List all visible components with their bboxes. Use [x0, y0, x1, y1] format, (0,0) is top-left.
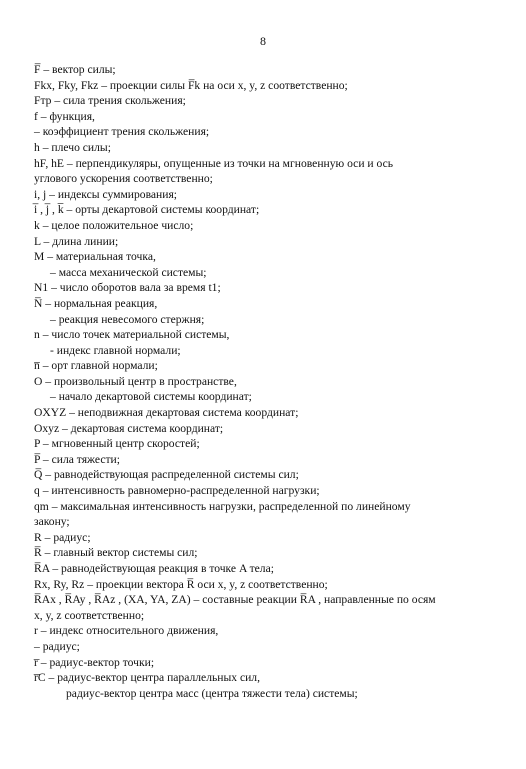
notation-line: Fkx, Fky, Fkz – проекции силы F̅k на оси x, y, z соответственно;: [34, 78, 348, 92]
notation-line: qm – максимальная интенсивность нагрузки, распределенной по линейному: [34, 499, 411, 513]
notation-line: k – целое положительное число;: [34, 218, 194, 232]
notation-line: R̅Ax , R̅Ay , R̅Az , (XA, YA, ZA) – составные реакции R̅A , направленные по осям: [34, 593, 436, 607]
notation-line: h – плечо силы;: [34, 140, 111, 154]
notation-line: OXYZ – неподвижная декартовая система координат;: [34, 406, 299, 420]
notation-line: P – мгновенный центр скоростей;: [34, 437, 200, 451]
notation-line: радиус-вектор центра масс (центра тяжести тела) системы;: [66, 686, 358, 700]
notation-line: P̅ – сила тяжести;: [34, 452, 120, 466]
notation-line: n – число точек материальной системы,: [34, 328, 230, 342]
notation-line: Oxyz – декартовая система координат;: [34, 421, 224, 435]
notation-line: hF, hE – перпендикуляры, опущенные из точки на мгновенную оси и ось: [34, 156, 394, 170]
notation-line: q – интенсивность равномерно-распределенной нагрузки;: [34, 484, 320, 498]
notation-line: – коэффициент трения скольжения;: [34, 125, 210, 139]
notation-line: закону;: [34, 515, 70, 529]
notation-line: – начало декартовой системы координат;: [50, 390, 252, 404]
notation-line: x, y, z соответственно;: [34, 608, 145, 622]
notation-line: – масса механической системы;: [50, 265, 207, 279]
notation-line: N1 – число оборотов вала за время t1;: [34, 281, 221, 295]
notation-line: O – произвольный центр в пространстве,: [34, 374, 237, 388]
notation-line: M – материальная точка,: [34, 250, 156, 264]
notation-line: R̅A – равнодействующая реакция в точке A тела;: [34, 562, 274, 575]
page-number: 8: [260, 34, 266, 48]
notation-line: r̅ – радиус-вектор точки;: [34, 655, 155, 669]
notation-line: углового ускорения соответственно;: [34, 172, 213, 186]
notation-line: r – индекс относительного движения,: [34, 624, 219, 638]
notation-line: – радиус;: [34, 639, 80, 653]
notation-line: Rx, Ry, Rz – проекции вектора R̅ оси x, y, z соответственно;: [34, 577, 328, 591]
notation-line: F̅ – вектор силы;: [34, 63, 116, 76]
notation-line: R – радиус;: [34, 530, 91, 544]
notation-line: Q̅ – равнодействующая распределенной системы сил;: [34, 468, 299, 482]
notation-list: [34, 62, 494, 701]
notation-line: - индекс главной нормали;: [50, 343, 181, 357]
notation-line: N̅ – нормальная реакция,: [34, 296, 158, 310]
notation-line: L – длина линии;: [34, 234, 119, 248]
notation-line: f – функция,: [34, 109, 95, 123]
notation-line: i, j – индексы суммирования;: [34, 187, 178, 201]
notation-line: Fтр – сила трения скольжения;: [34, 94, 186, 108]
notation-line: n̅ – орт главной нормали;: [34, 359, 158, 373]
notation-line: i̅ , j̅ , k̅ – орты декартовой системы координат;: [34, 203, 260, 217]
notation-line: R̅ – главный вектор системы сил;: [34, 546, 198, 560]
notation-line: r̅C – радиус-вектор центра параллельных сил,: [34, 671, 260, 685]
notation-line: – реакция невесомого стержня;: [50, 312, 205, 326]
